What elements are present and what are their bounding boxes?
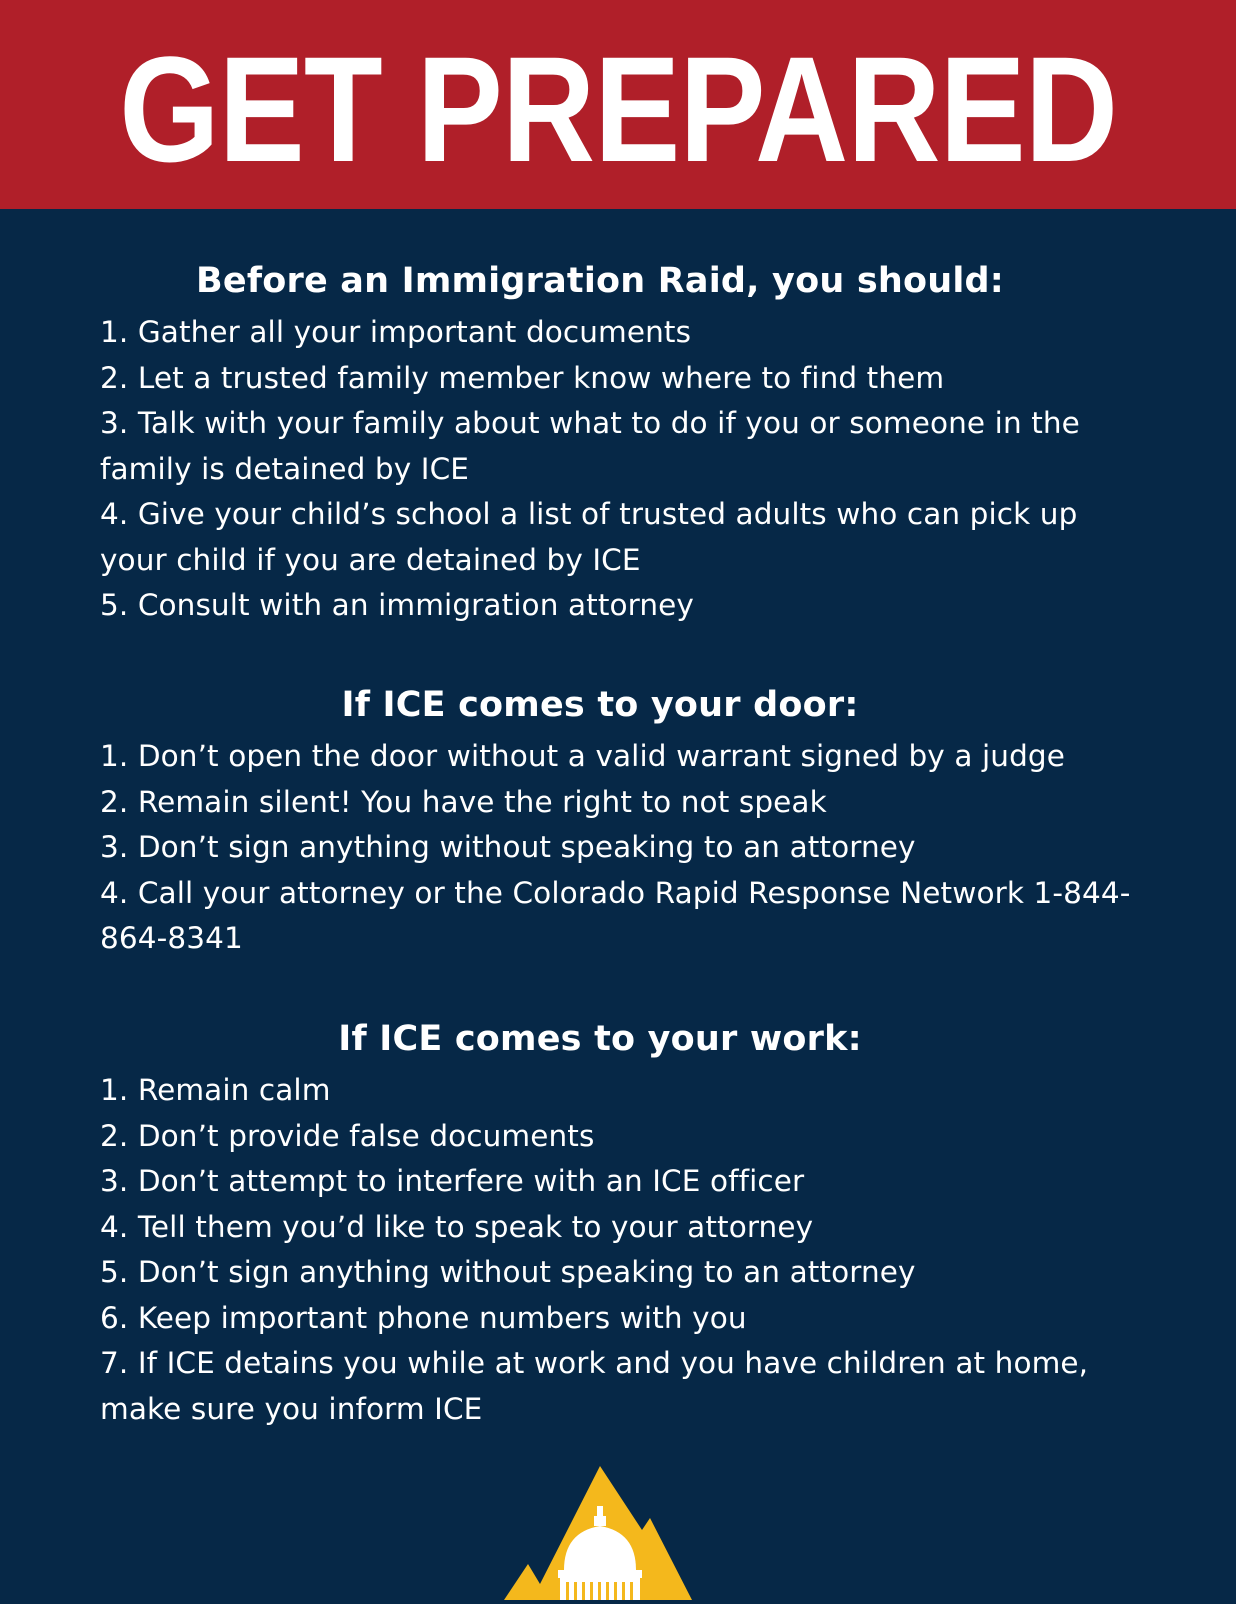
list-item: 1. Gather all your important documents xyxy=(100,315,692,349)
list-item: 2. Let a trusted family member know where to find them xyxy=(100,360,945,395)
list-item: 2. Remain silent! You have the right to not speak xyxy=(100,784,827,819)
list-item: 6. Keep important phone numbers with you xyxy=(100,1300,747,1335)
list-item: 1. Don’t open the door without a valid warrant signed by a judge xyxy=(100,739,1065,773)
list-item: 2. Don’t provide false documents xyxy=(100,1118,595,1153)
section-heading: Before an Immigration Raid, you should: xyxy=(196,261,1004,301)
section-before-raid xyxy=(100,256,1140,629)
header-banner xyxy=(0,0,1236,209)
list-item: 4. Call your attorney or the Colorado Rapid Response Network 1-844-864-8341 xyxy=(100,875,1131,955)
checklist xyxy=(100,734,1140,962)
list-item: 3. Don’t attempt to interfere with an ICE officer xyxy=(100,1164,805,1198)
mountain-capitol-logo-icon xyxy=(480,1460,720,1600)
list-item: 5. Don’t sign anything without speaking to an attorney xyxy=(100,1255,916,1289)
page-title: GET PREPARED xyxy=(119,24,1117,193)
section-ice-at-door xyxy=(100,680,1140,962)
section-heading: If ICE comes to your door: xyxy=(341,685,859,725)
list-item: 7. If ICE detains you while at work and you have children at home, make sure you inform ICE xyxy=(100,1346,1089,1426)
list-item: 1. Remain calm xyxy=(100,1073,331,1107)
list-item: 3. Don’t sign anything without speaking to an attorney xyxy=(100,830,916,864)
list-item: 5. Consult with an immigration attorney xyxy=(100,588,694,622)
checklist xyxy=(100,1068,1140,1432)
list-item: 4. Tell them you’d like to speak to your attorney xyxy=(100,1209,814,1244)
checklist xyxy=(100,310,1140,629)
list-item: 4. Give your child’s school a list of trusted adults who can pick up your child if you are detained by ICE xyxy=(100,497,1078,577)
list-item: 3. Talk with your family about what to do if you or someone in the family is detained by ICE xyxy=(100,406,1080,486)
section-ice-at-work xyxy=(100,1014,1140,1432)
section-heading: If ICE comes to your work: xyxy=(338,1019,862,1059)
